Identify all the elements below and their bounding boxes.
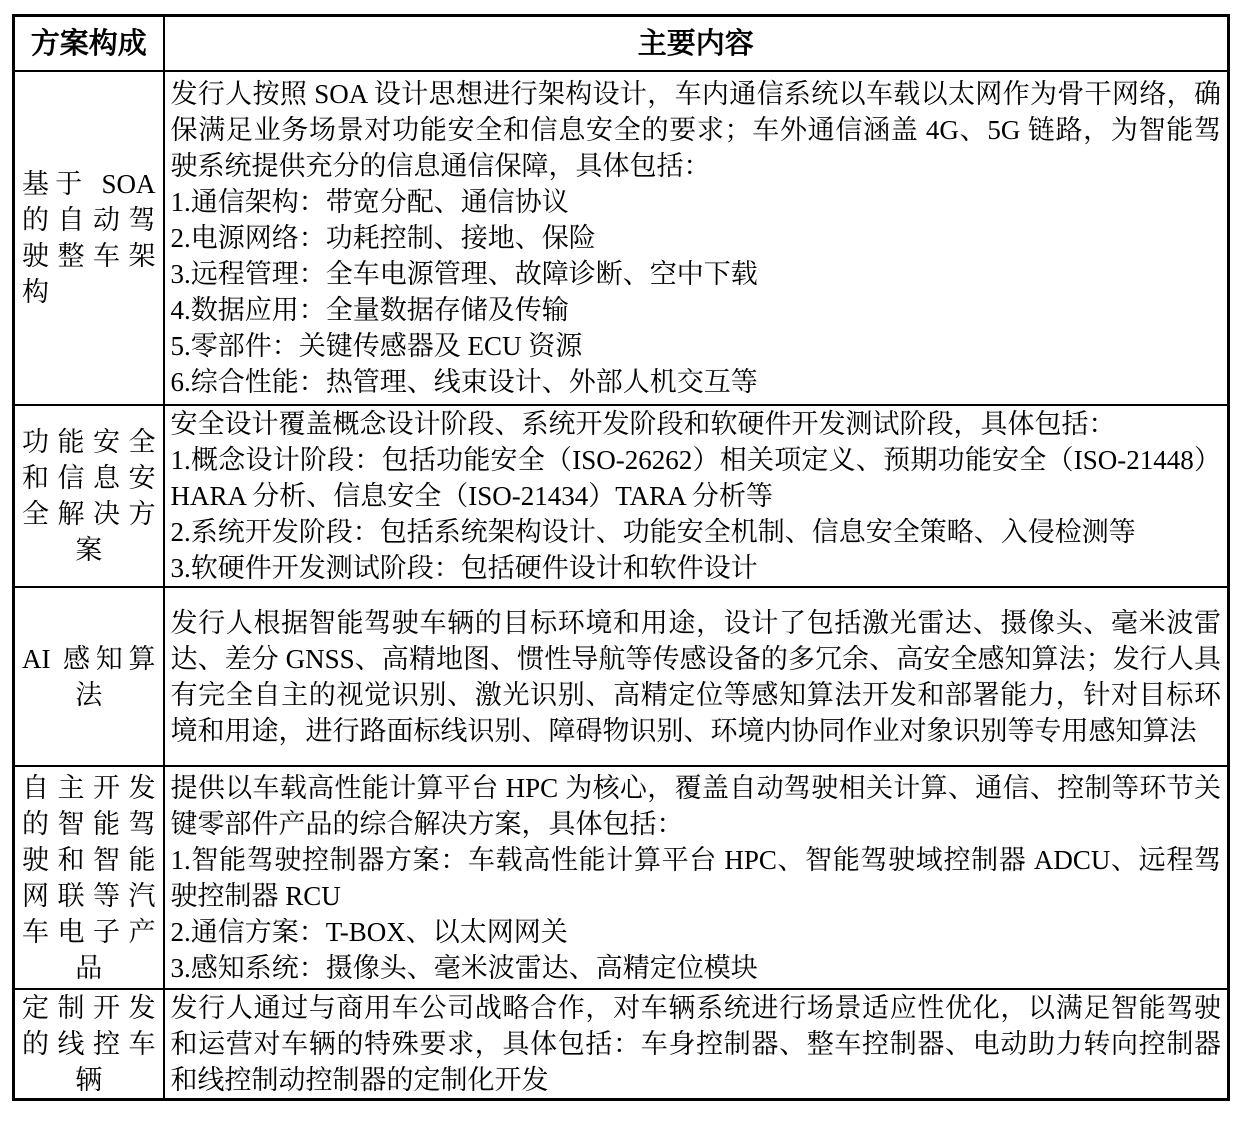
- content-list-item: 2.电源网络：功耗控制、接地、保险: [170, 223, 596, 253]
- content-list-item: 1.智能驾驶控制器方案：车载高性能计算平台 HPC、智能驾驶域控制器 ADCU、远程驾驶控制器 RCU: [170, 844, 1221, 911]
- content-paragraph: 提供以车载高性能计算平台 HPC 为核心，覆盖自动驾驶相关计算、通信、控制等环节关键零部件产品的综合解决方案，具体包括：: [170, 772, 1221, 839]
- content-paragraph: 发行人根据智能驾驶车辆的目标环境和用途，设计了包括激光雷达、摄像头、毫米波雷达、差分 GNSS、高精地图、惯性导航等传感设备的多冗余、高安全感知算法；发行人具有完全自主的视觉识别、激光识别、高精定位等感知算法开发和部署能力，针对目标环境和用途，进行路面标线识别、障碍物识别、环境内协同作业对象识别等专用感知算法: [170, 607, 1221, 746]
- content-list-item: 2.系统开发阶段：包括系统架构设计、功能安全机制、信息安全策略、入侵检测等: [170, 517, 1136, 547]
- content-list-item: 3.感知系统：摄像头、毫米波雷达、高精定位模块: [170, 952, 758, 983]
- content-list-item: 2.通信方案：T-BOX、以太网网关: [170, 916, 568, 947]
- row-label-electronics-products: 自主开发的智能驾驶和智能网联等汽车电子产品: [14, 766, 164, 989]
- scheme-content-table: [12, 14, 1230, 1101]
- content-paragraph: 发行人按照 SOA 设计思想进行架构设计，车内通信系统以车载以太网作为骨干网络，确保满足业务场景对功能安全和信息安全的要求；车外通信涵盖 4G、5G 链路，为智能驾驶系统提供充分的信息通信保障，具体包括：: [170, 79, 1221, 181]
- row-label-drive-by-wire-vehicle: 定制开发的线控车辆: [14, 989, 164, 1100]
- content-list-item: 3.远程管理：全车电源管理、故障诊断、空中下载: [170, 259, 758, 289]
- row-content-electronics-products: [164, 766, 1229, 989]
- row-label-safety-solution: 功能安全和信息安全解决方案: [14, 405, 164, 587]
- row-label-soa-architecture: 基于 SOA 的自动驾驶整车架构: [14, 71, 164, 405]
- header-cell-content: 主要内容: [164, 16, 1229, 72]
- row-label-ai-perception: AI 感知算法: [14, 587, 164, 766]
- header-cell-scheme: 方案构成: [14, 16, 164, 72]
- table-row: [14, 587, 1229, 766]
- table-header-row: [14, 16, 1229, 72]
- content-list-item: 4.数据应用：全量数据存储及传输: [170, 295, 569, 325]
- content-paragraph: 安全设计覆盖概念设计阶段、系统开发阶段和软硬件开发测试阶段，具体包括：: [170, 409, 1116, 439]
- row-content-drive-by-wire-vehicle: [164, 989, 1229, 1100]
- content-list-item: 3.软硬件开发测试阶段：包括硬件设计和软件设计: [170, 553, 758, 583]
- table-row: [14, 405, 1229, 587]
- row-content-ai-perception: [164, 587, 1229, 766]
- content-list-item: 1.通信架构：带宽分配、通信协议: [170, 187, 569, 217]
- content-list-item: 5.零部件：关键传感器及 ECU 资源: [170, 331, 583, 361]
- table-row: [14, 71, 1229, 405]
- table-row: [14, 989, 1229, 1100]
- content-list-item: 6.综合性能：热管理、线束设计、外部人机交互等: [170, 367, 758, 397]
- content-list-item: 1.概念设计阶段：包括功能安全（ISO-26262）相关项定义、预期功能安全（ISO-21448）HARA 分析、信息安全（ISO-21434）TARA 分析等: [170, 445, 1221, 511]
- row-content-soa-architecture: [164, 71, 1229, 405]
- table-row: [14, 766, 1229, 989]
- row-content-safety-solution: [164, 405, 1229, 587]
- content-paragraph: 发行人通过与商用车公司战略合作，对车辆系统进行场景适应性优化，以满足智能驾驶和运营对车辆的特殊要求，具体包括：车身控制器、整车控制器、电动助力转向控制器和线控制动控制器的定制化开发: [170, 993, 1221, 1095]
